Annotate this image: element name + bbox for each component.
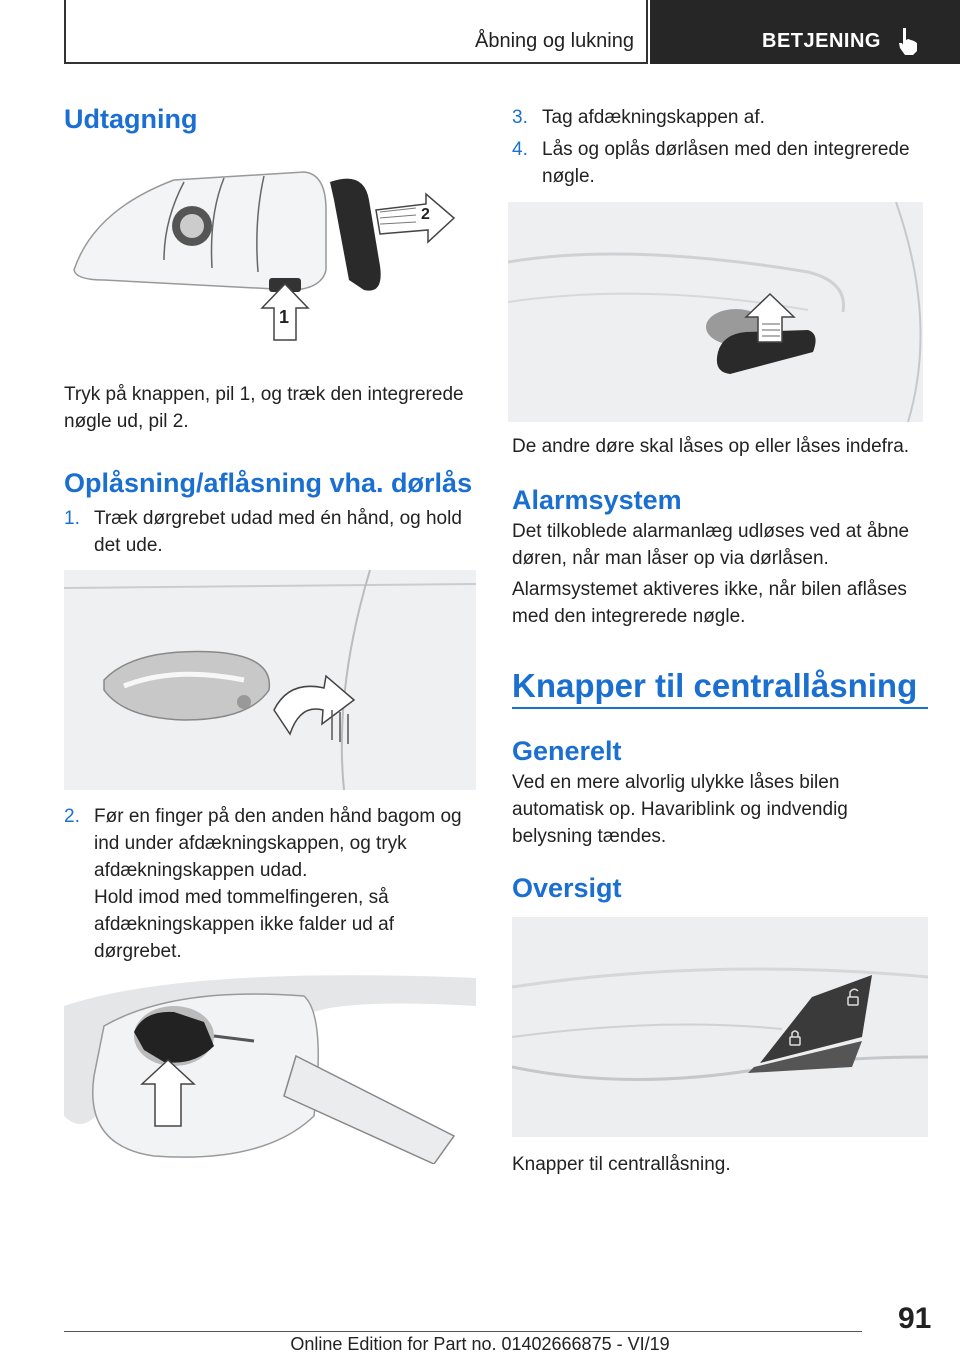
step-4 bbox=[512, 136, 928, 192]
central-locking-illustration bbox=[512, 917, 928, 1137]
heading-oversigt: Oversigt bbox=[512, 873, 622, 903]
step-text: Træk dørgrebet udad med én hånd, og hold det ude. bbox=[94, 508, 462, 556]
footer-rule bbox=[64, 1331, 862, 1332]
pointing-hand-icon bbox=[896, 26, 922, 56]
paragraph-alarm-1: Det tilkoblede alarmanlæg udløses ved at åbne døren, når man låser op via dørlåsen. bbox=[512, 521, 910, 569]
step-text: Tag afdækningskappen af. bbox=[542, 107, 765, 128]
footer-edition: Online Edition for Part no. 01402666875 - VI/19 bbox=[290, 1334, 670, 1354]
section-rule bbox=[512, 707, 928, 709]
heading-knapper: Knapper til centrallåsning bbox=[512, 667, 918, 704]
step-2 bbox=[64, 803, 474, 888]
step-number: 1. bbox=[64, 508, 80, 529]
cover-cap-figure bbox=[64, 966, 476, 1164]
step-3 bbox=[512, 104, 928, 132]
paragraph-alarm-2: Alarmsystemet aktiveres ikke, når bilen aflåses med den integrerede nøgle. bbox=[512, 579, 907, 627]
key-fob-illustration bbox=[64, 160, 464, 360]
step-text: Før en finger på den anden hånd bagom og ind under afdækningskappen, og tryk afdækningskappen udad. bbox=[94, 806, 462, 881]
chapter-title: BETJENING bbox=[762, 30, 881, 52]
heading-generelt: Generelt bbox=[512, 736, 622, 766]
arrow-label-2: 2 bbox=[421, 206, 430, 223]
heading-oplasning: Oplåsning/aflåsning vha. dørlås bbox=[64, 468, 473, 498]
cover-cap-illustration bbox=[64, 966, 476, 1164]
key-in-lock-illustration bbox=[508, 202, 923, 422]
running-header-section bbox=[64, 0, 648, 64]
heading-alarmsystem: Alarmsystem bbox=[512, 485, 682, 515]
step-number: 3. bbox=[512, 107, 528, 128]
step-1 bbox=[64, 505, 474, 561]
heading-udtagning: Udtagning bbox=[64, 104, 198, 134]
paragraph-tryk: Tryk på knappen, pil 1, og træk den integrerede nøgle ud, pil 2. bbox=[64, 384, 464, 432]
figure-caption: Knapper til centrallåsning. bbox=[512, 1154, 731, 1175]
arrow-label-1: 1 bbox=[279, 307, 290, 327]
door-handle-figure bbox=[64, 570, 476, 790]
paragraph-andre-dore: De andre døre skal låses op eller låses indefra. bbox=[512, 436, 910, 457]
door-handle-illustration bbox=[64, 570, 476, 790]
central-locking-figure bbox=[512, 917, 928, 1137]
chapter-tab bbox=[650, 0, 960, 64]
key-removal-figure bbox=[64, 160, 464, 360]
step-text: Lås og oplås dørlåsen med den integrerede nøgle. bbox=[542, 139, 910, 187]
page-number: 91 bbox=[898, 1302, 932, 1335]
paragraph-generelt: Ved en mere alvorlig ulykke låses bilen automatisk op. Havariblink og indvendig belysning tændes. bbox=[512, 772, 848, 847]
step-number: 2. bbox=[64, 806, 80, 827]
step-2-note: Hold imod med tommelfingeren, så afdækningskappen ikke falder ud af dørgrebet. bbox=[94, 887, 394, 962]
step-number: 4. bbox=[512, 139, 528, 160]
key-in-lock-figure bbox=[508, 202, 923, 422]
section-title: Åbning og lukning bbox=[474, 30, 634, 52]
